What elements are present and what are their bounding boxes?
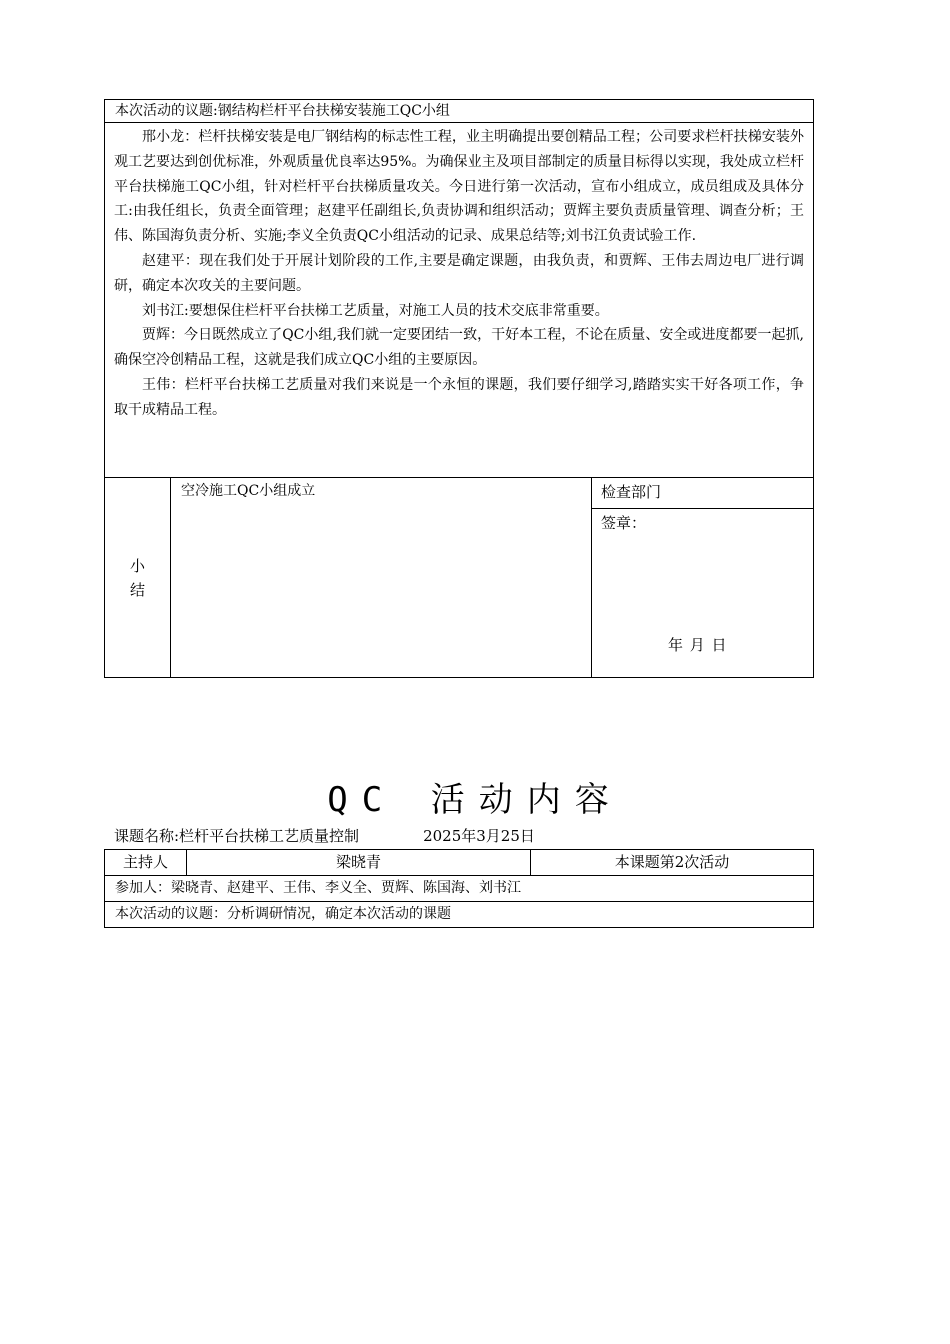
record-topic: 本次活动的议题:钢结构栏杆平台扶梯安装施工QC小组 xyxy=(105,100,814,123)
summary-text: 空冷施工QC小组成立 xyxy=(171,478,592,678)
subject-name: 课题名称:栏杆平台扶梯工艺质量控制 xyxy=(114,827,360,845)
speech-paragraph: 赵建平：现在我们处于开展计划阶段的工作,主要是确定课题，由我负责，和贾辉、王伟去周边电厂进行调研，确定本次攻关的主要问题。 xyxy=(114,252,804,294)
inspection-dept-label: 检查部门 xyxy=(592,478,814,509)
subject-date: 2025年3月25日 xyxy=(423,827,535,845)
summary-label-char: 小 xyxy=(129,556,145,575)
summary-label-char: 结 xyxy=(129,580,145,599)
page-title: QC 活动内容 xyxy=(327,780,623,820)
speech-paragraph: 贾辉：今日既然成立了QC小组,我们就一定要团结一致，干好本工程，不论在质量、安全或进度都要一起抓,确保空冷创精品工程，这就是我们成立QC小组的主要原因。 xyxy=(114,327,804,369)
signature-date: 年 月 日 xyxy=(668,636,728,654)
activity-record-table xyxy=(104,99,814,678)
summary-label xyxy=(105,478,171,678)
host-name: 梁晓青 xyxy=(187,850,531,876)
activity-content-table xyxy=(104,849,814,928)
subject-line xyxy=(114,825,535,847)
activity-number: 本课题第2次活动 xyxy=(531,850,814,876)
speech-paragraph: 刘书江:要想保住栏杆平台扶梯工艺质量，对施工人员的技术交底非常重要。 xyxy=(142,302,609,319)
signature-cell xyxy=(592,509,814,678)
signature-label: 签章： xyxy=(601,514,647,532)
activity-topic: 本次活动的议题：分析调研情况，确定本次活动的课题 xyxy=(105,902,814,928)
record-discussion xyxy=(105,123,814,478)
participants: 参加人：梁晓青、赵建平、王伟、李义全、贾辉、陈国海、刘书江 xyxy=(105,876,814,902)
host-label: 主持人 xyxy=(105,850,187,876)
speech-paragraph: 邢小龙：栏杆扶梯安装是电厂钢结构的标志性工程，业主明确提出要创精品工程；公司要求栏杆扶梯安装外观工艺要达到创优标准，外观质量优良率达95%。为确保业主及项目部制定的质量目标得以实现，我处成立栏杆平台扶梯施工QC小组，针对栏杆平台扶梯质量攻关。今日进行第一次活动，宣布小组成立，成员组成及具体分工:由我任组长，负责全面管理；赵建平任副组长,负责协调和组织活动；贾辉主要负责质量管理、调查分析；王伟、陈国海负责分析、实施;李义全负责QC小组活动的记录、成果总结等;刘书江负责试验工作. xyxy=(114,129,804,245)
speech-paragraph: 王伟：栏杆平台扶梯工艺质量对我们来说是一个永恒的课题，我们要仔细学习,踏踏实实干好各项工作，争取干成精品工程。 xyxy=(114,376,804,418)
